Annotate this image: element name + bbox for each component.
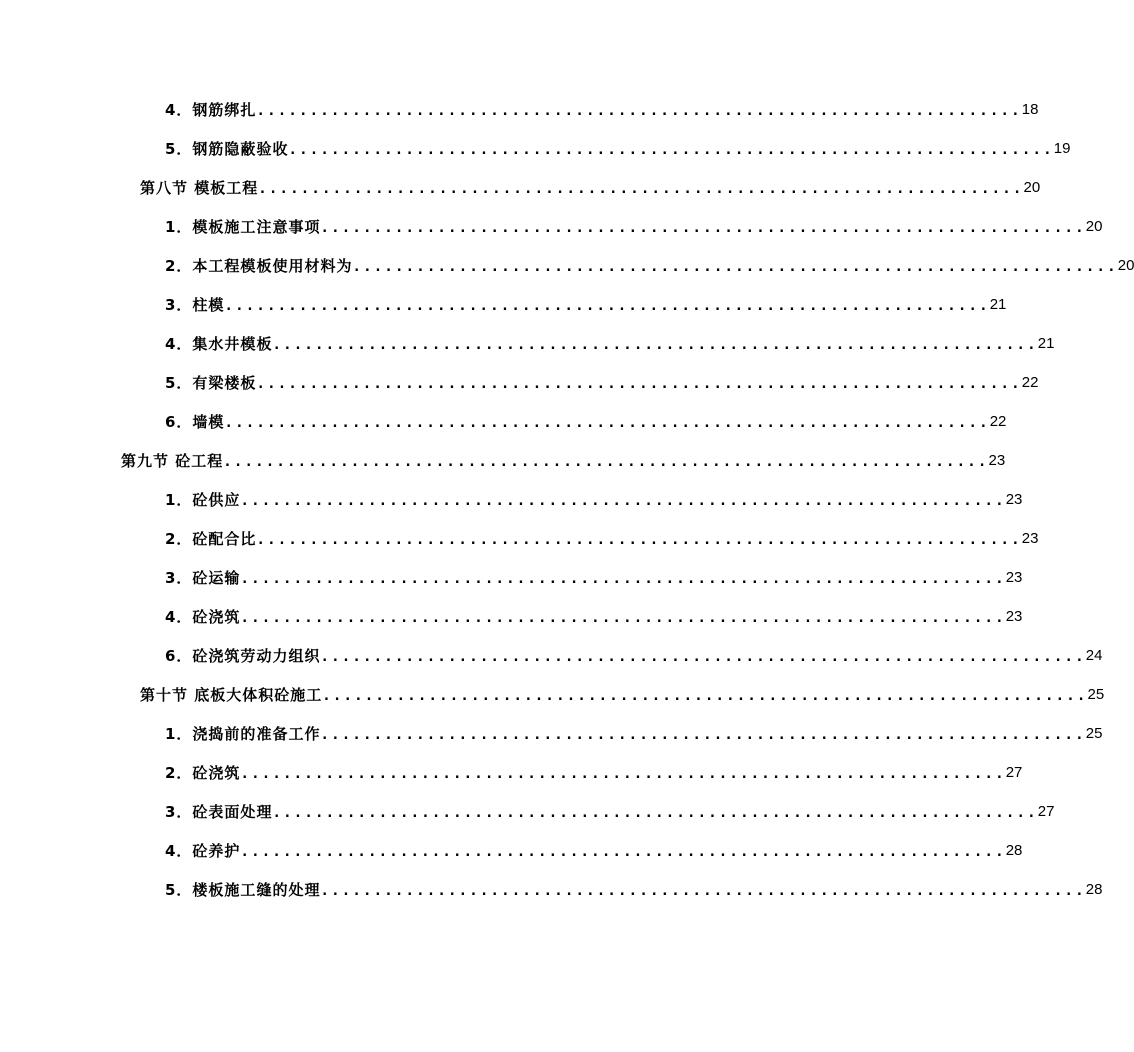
toc-entry-label: 5．楼板施工缝的处理 [165,881,321,899]
toc-entry-label: 4．砼养护 [165,842,241,860]
toc-dot-leader: ........................................................................ [320,727,1086,743]
toc-page-number: 23 [1005,491,1023,508]
toc-entry[interactable] [140,683,1105,705]
toc-entry[interactable] [165,488,1023,510]
toc-page-number: 20 [1023,179,1041,196]
toc-dot-leader: ........................................................................ [240,610,1006,626]
toc-page-number: 28 [1005,842,1023,859]
toc-entry[interactable] [165,566,1023,588]
toc-entry[interactable] [121,449,1006,471]
toc-page-number: 18 [1021,101,1039,118]
toc-entry[interactable] [165,332,1055,354]
toc-entry[interactable] [165,137,1071,159]
toc-page-number: 21 [1037,335,1055,352]
toc-dot-leader: ........................................................................ [224,415,990,431]
toc-page-number: 22 [989,413,1007,430]
toc-entry-label: 4．砼浇筑 [165,608,241,626]
toc-entry-label: 3．砼表面处理 [165,803,273,821]
toc-page-number: 25 [1085,725,1103,742]
toc-entry-label: 2．砼浇筑 [165,764,241,782]
toc-page-number: 25 [1087,686,1105,703]
toc-entry-label: 5．钢筋隐蔽验收 [165,140,289,158]
toc-page-number: 22 [1021,374,1039,391]
toc-dot-leader: ........................................................................ [224,298,990,314]
toc-entry[interactable] [165,800,1055,822]
toc-dot-leader: ........................................................................ [258,181,1024,197]
toc-page-number: 28 [1085,881,1103,898]
toc-page-number: 21 [989,296,1007,313]
toc-page-number: 27 [1037,803,1055,820]
toc-entry[interactable] [165,371,1039,393]
toc-entry-label: 3．砼运输 [165,569,241,587]
toc-dot-leader: ........................................................................ [322,688,1088,704]
toc-page-number: 23 [1005,569,1023,586]
toc-entry-label: 第八节 模板工程 [140,179,259,197]
toc-dot-leader: ........................................................................ [352,259,1118,275]
toc-entry-label: 3．柱模 [165,296,225,314]
toc-dot-leader: ........................................................................ [240,493,1006,509]
toc-dot-leader: ........................................................................ [320,883,1086,899]
toc-dot-leader: ........................................................................ [272,337,1038,353]
toc-entry[interactable] [165,644,1103,666]
toc-page-number: 20 [1085,218,1103,235]
toc-entry-label: 2．砼配合比 [165,530,257,548]
toc-entry-label: 4．集水井模板 [165,335,273,353]
toc-entry[interactable] [165,605,1023,627]
toc-dot-leader: ........................................................................ [256,532,1022,548]
toc-dot-leader: ........................................................................ [240,844,1006,860]
toc-entry[interactable] [165,410,1007,432]
toc-entry-label: 1．浇捣前的准备工作 [165,725,321,743]
toc-entry-label: 6．砼浇筑劳动力组织 [165,647,321,665]
toc-dot-leader: ........................................................................ [223,454,989,470]
toc-entry-label: 第十节 底板大体积砼施工 [140,686,323,704]
toc-entry-label: 第九节 砼工程 [121,452,224,470]
toc-page-number: 19 [1053,140,1071,157]
toc-page-number: 23 [988,452,1006,469]
toc-page-number: 24 [1085,647,1103,664]
toc-page-number: 23 [1021,530,1039,547]
toc-entry[interactable] [165,878,1103,900]
toc-page-number: 27 [1005,764,1023,781]
toc-entry-label: 6．墙模 [165,413,225,431]
toc-dot-leader: ........................................................................ [272,805,1038,821]
toc-entry[interactable] [165,215,1103,237]
toc-entry[interactable] [165,98,1039,120]
toc-dot-leader: ........................................................................ [240,571,1006,587]
toc-dot-leader: ........................................................................ [256,103,1022,119]
toc-entry-label: 1．模板施工注意事项 [165,218,321,236]
toc-entry[interactable] [165,761,1023,783]
toc-entry-label: 1．砼供应 [165,491,241,509]
toc-entry[interactable] [165,254,1134,276]
toc-dot-leader: ........................................................................ [240,766,1006,782]
toc-entry[interactable] [140,176,1041,198]
toc-entry-label: 5．有梁楼板 [165,374,257,392]
toc-entry[interactable] [165,527,1039,549]
toc-dot-leader: ........................................................................ [288,142,1054,158]
toc-entry-label: 4．钢筋绑扎 [165,101,257,119]
toc-entry[interactable] [165,722,1103,744]
toc-page-number: 20 [1117,257,1134,274]
toc-dot-leader: ........................................................................ [320,220,1086,236]
toc-entry-label: 2．本工程模板使用材料为 [165,257,353,275]
toc-page-number: 23 [1005,608,1023,625]
toc-dot-leader: ........................................................................ [320,649,1086,665]
toc-entry[interactable] [165,293,1007,315]
toc-entry[interactable] [165,839,1023,861]
toc-dot-leader: ........................................................................ [256,376,1022,392]
